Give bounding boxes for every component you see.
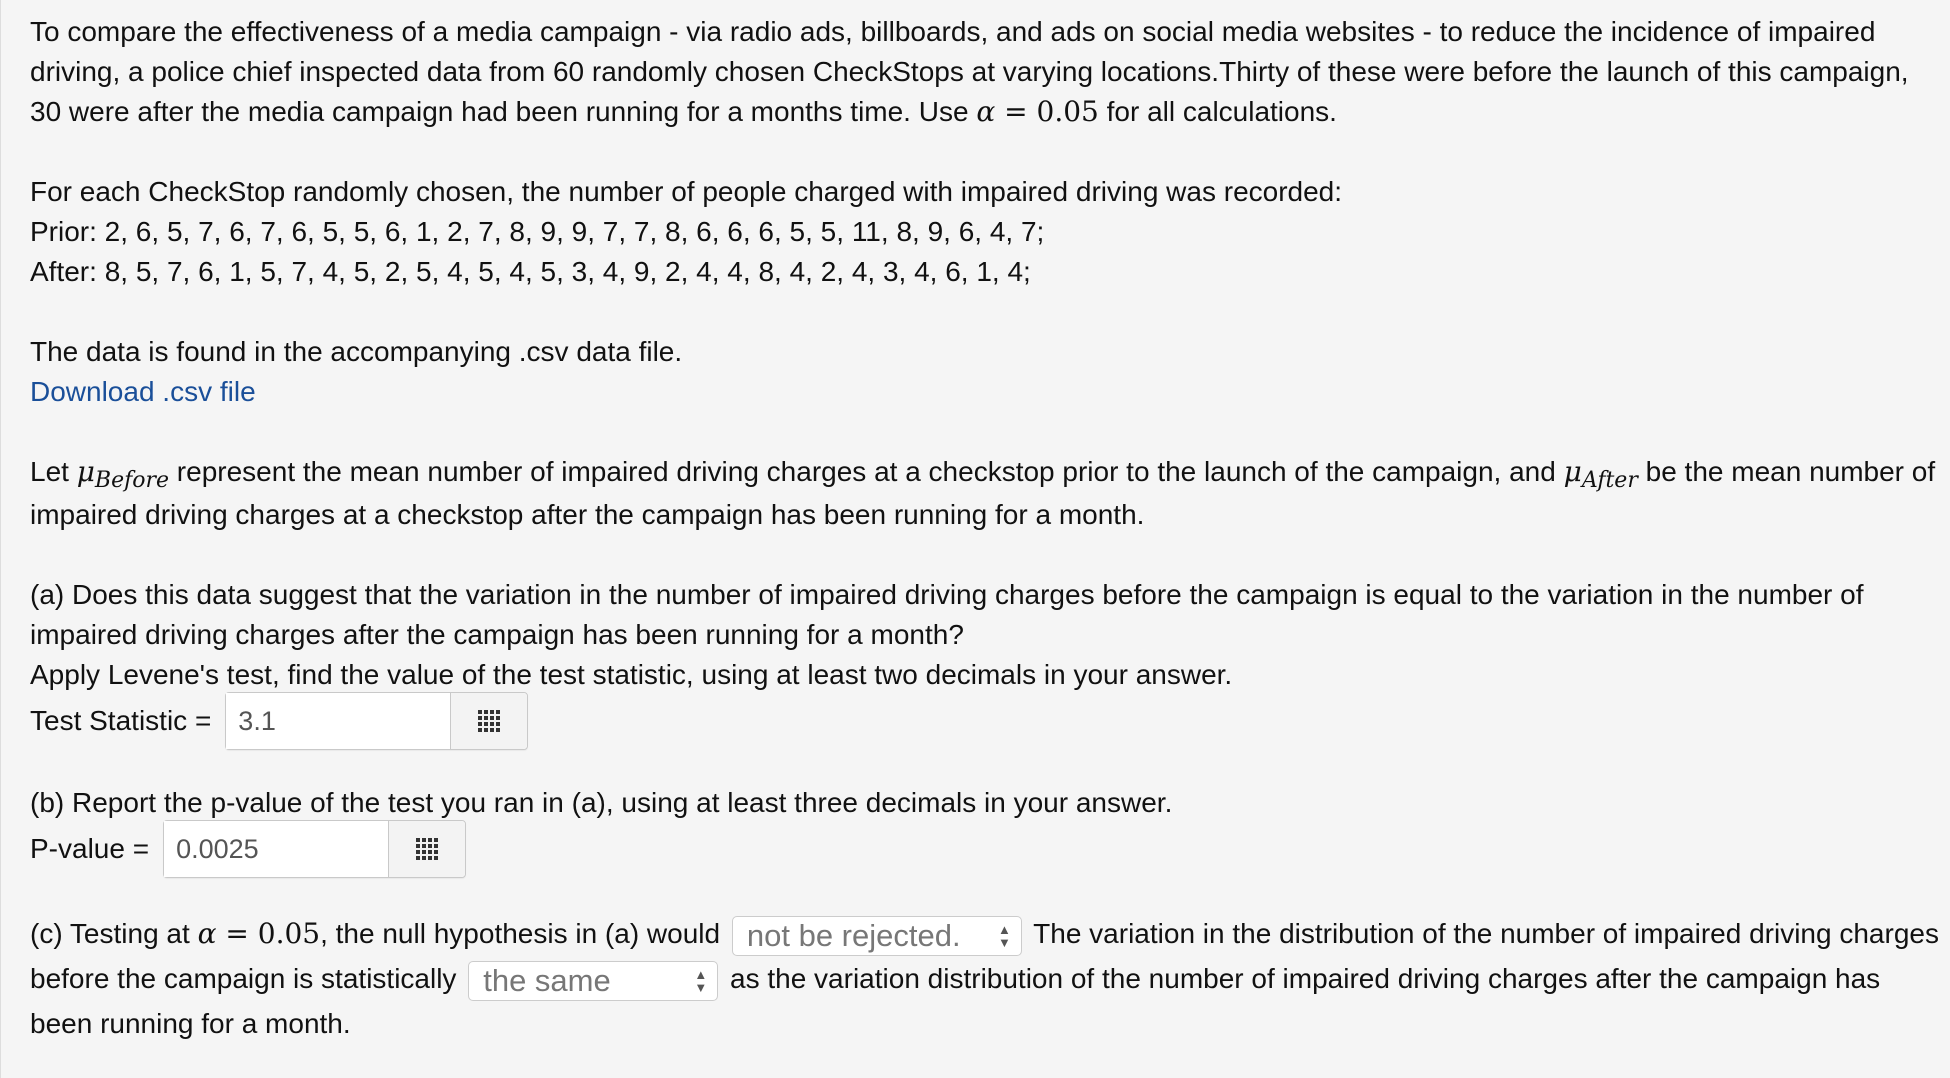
part-a-instruction: Apply Levene's test, find the value of the test statistic, using at least two decimals in your answer. [30, 659, 1233, 690]
after-data: After: 8, 5, 7, 6, 1, 5, 7, 4, 5, 2, 5, 4, 5, 4, 5, 3, 4, 9, 2, 4, 4, 8, 4, 2, 4, 3, 4, 6, 1, 4; [30, 256, 1031, 287]
equals-sign: = [995, 95, 1037, 128]
p-value-answer-box [163, 820, 466, 878]
equals-sign: = [216, 917, 258, 950]
reject-decision-select[interactable] [732, 916, 1022, 956]
mu-symbol: μ [1563, 455, 1582, 488]
p-value-label: P-value = [30, 833, 150, 864]
intro-text-b: for all calculations. [1098, 96, 1337, 127]
alpha-symbol: α [976, 95, 996, 128]
definition-end: be the mean number of impaired driving charges at a checkstop after the campaign has been running for a month. [30, 456, 1936, 530]
test-statistic-answer-box [225, 692, 528, 750]
test-statistic-input[interactable] [226, 693, 450, 749]
test-statistic-row [30, 691, 1945, 751]
p-value-input[interactable] [164, 821, 388, 877]
updown-arrows-icon: ▲ ▼ [998, 921, 1011, 950]
variation-comparison-value: the same [483, 963, 611, 999]
calculator-button[interactable] [388, 821, 465, 877]
mu-symbol: μ [76, 455, 95, 488]
data-lead: For each CheckStop randomly chosen, the number of people charged with impaired driving was recorded: [30, 176, 1343, 207]
calculator-button[interactable] [450, 693, 527, 749]
grid-icon [478, 710, 500, 732]
intro-text-a: To compare the effectiveness of a media campaign - via radio ads, billboards, and ads on social media websites - to reduce the incidence of impaired driving, a police chief inspected data from 60 randomly chosen CheckStops at varying locations.Thirty of these were before the launch of this campaign, 30 were after the media campaign had been running for a months time. Use [30, 16, 1909, 127]
variation-comparison-select[interactable] [468, 961, 718, 1001]
part-c-paragraph [30, 911, 1945, 1046]
definition-paragraph [30, 452, 1945, 535]
p-value-row [30, 819, 1945, 879]
alpha-value: 0.05 [257, 917, 321, 950]
part-b-question: (b) Report the p-value of the test you ran in (a), using at least three decimals in your answer. [30, 787, 1173, 818]
download-csv-link[interactable]: Download .csv file [30, 376, 256, 407]
file-note: The data is found in the accompanying .csv data file. [30, 336, 683, 367]
prior-data: Prior: 2, 6, 5, 7, 6, 7, 6, 5, 5, 6, 1, 2, 7, 8, 9, 9, 7, 7, 8, 6, 6, 6, 5, 5, 11, 8, 9, 6, 4, 7; [30, 216, 1045, 247]
grid-icon [416, 838, 438, 860]
part-c-text-4: as the variation distribution of the number of impaired driving charges after the campaign has been running for a month. [30, 963, 1881, 1039]
part-c-text-3: The variation in the distribution of the number of impaired driving charges before the campaign is statistically [30, 918, 1939, 994]
definition-let: Let [30, 456, 77, 487]
intro-paragraph [30, 12, 1945, 132]
alpha-symbol: α [197, 917, 217, 950]
part-c-text-2: , the null hypothesis in (a) would [320, 918, 728, 949]
question-content [30, 12, 1945, 1046]
part-c-text-1: (c) Testing at [30, 918, 198, 949]
mu-subscript-after: After [1581, 468, 1638, 493]
updown-arrows-icon: ▲ ▼ [694, 966, 708, 995]
alpha-value: 0.05 [1036, 95, 1099, 128]
part-a-question: (a) Does this data suggest that the variation in the number of impaired driving charges before the campaign is equal to the variation in the number of impaired driving charges after the campaign has been running for a month? [30, 579, 1864, 650]
reject-decision-value: not be rejected. [746, 918, 961, 954]
mu-subscript-before: Before [94, 468, 170, 493]
definition-mid: represent the mean number of impaired driving charges at a checkstop prior to the launch of the campaign, and [169, 456, 1564, 487]
test-statistic-label: Test Statistic = [30, 705, 212, 736]
